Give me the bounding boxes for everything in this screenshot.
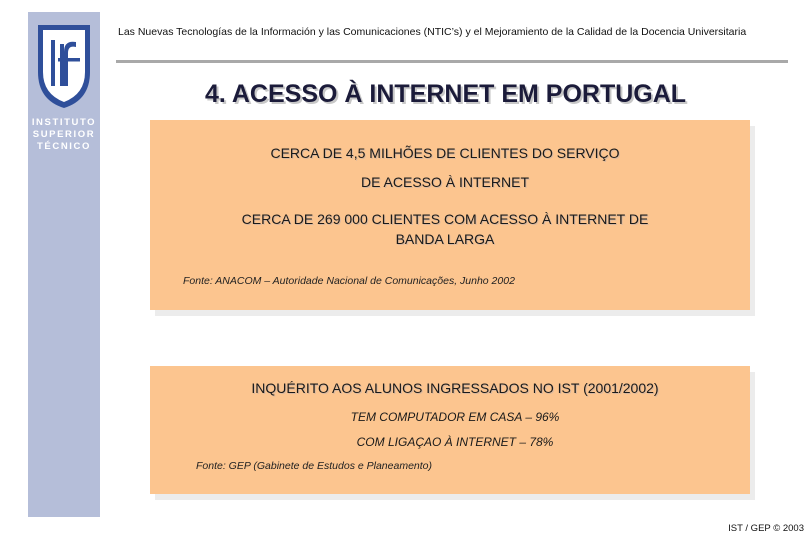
footer-copyright: IST / GEP © 2003: [728, 523, 804, 534]
header-title: Las Nuevas Tecnologías de la Información y las Comunicaciones (NTIC’s) y el Mejoramiento de la Calidad de la Docencia Universitaria: [118, 26, 747, 38]
survey-item-internet: COM LIGAÇAO À INTERNET – 78%: [356, 435, 554, 449]
stat-clients-total-cont: DE ACESSO À INTERNET: [360, 174, 530, 190]
slide-title: 4. ACESSO À INTERNET EM PORTUGAL: [205, 80, 687, 108]
stat-broadband-clients-cont: BANDA LARGA: [395, 231, 495, 247]
stat-clients-total: CERCA DE 4,5 MILHÕES DE CLIENTES DO SERVIÇO: [270, 145, 620, 161]
stat-broadband-clients: CERCA DE 269 000 CLIENTES COM ACESSO À INTERNET DE: [241, 211, 649, 227]
survey-item-computer: TEM COMPUTADOR EM CASA – 96%: [350, 410, 560, 424]
logo-line-3: TÉCNICO: [37, 141, 91, 152]
logo-line-2: SUPERIOR: [32, 129, 96, 140]
logo-line-1: INSTITUTO: [31, 117, 97, 128]
box1-source: Fonte: ANACOM – Autoridade Nacional de Comunicações, Junho 2002: [183, 275, 515, 287]
survey-heading: INQUÉRITO AOS ALUNOS INGRESSADOS NO IST (2001/2002): [251, 380, 659, 396]
ist-logo-icon: [34, 22, 94, 110]
header-divider: [116, 60, 788, 63]
box2-source: Fonte: GEP (Gabinete de Estudos e Planeamento): [196, 460, 432, 472]
ist-logo-wordmark: [28, 117, 100, 153]
